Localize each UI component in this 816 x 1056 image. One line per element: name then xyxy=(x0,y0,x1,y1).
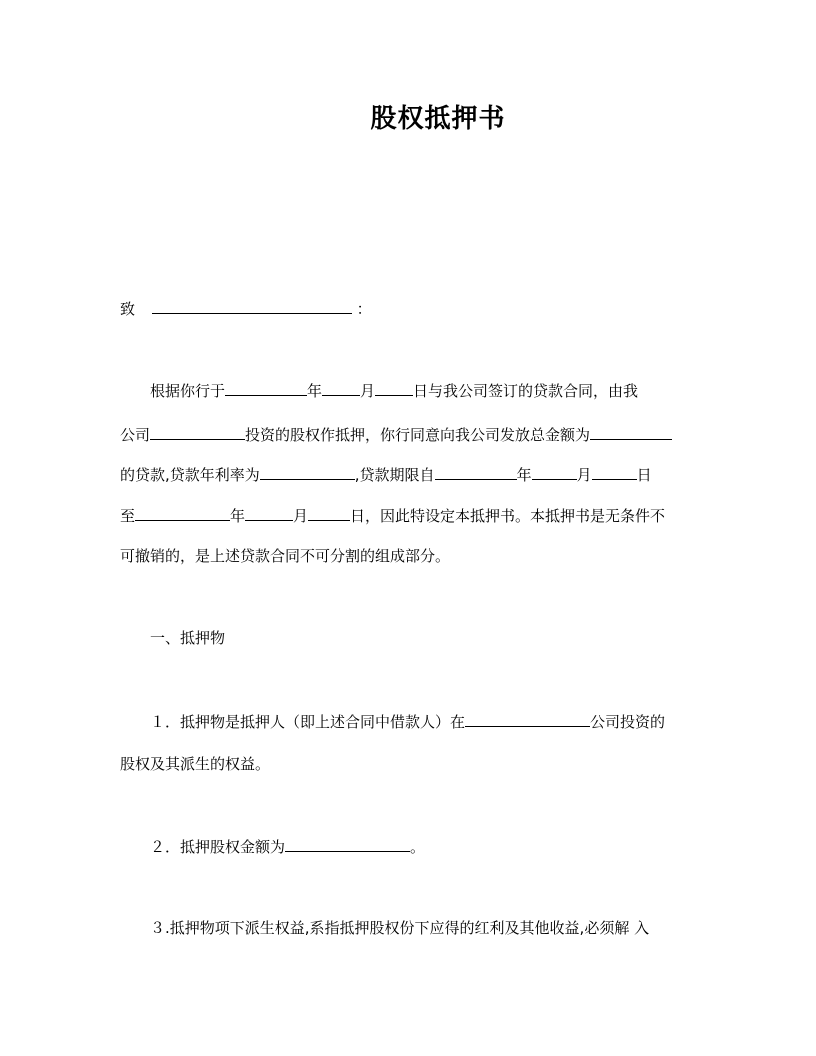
end-day-blank[interactable] xyxy=(308,505,350,521)
intro-text: 可撤销的，是上述贷款合同不可分割的组成部分。 xyxy=(120,547,451,565)
start-month-blank[interactable] xyxy=(532,464,577,480)
intro-text: 的贷款,贷款年利率为 xyxy=(120,466,260,484)
company-name-blank[interactable] xyxy=(150,424,245,440)
item-2-line xyxy=(120,836,730,857)
document-title: 股权抵押书 xyxy=(370,104,506,134)
item-text: 股权及其派生的权益。 xyxy=(120,755,271,773)
intro-text: 至 xyxy=(120,507,136,525)
item-number: ２． xyxy=(150,838,181,856)
intro-text: 根据你行于 xyxy=(150,382,226,400)
intro-text: 月 xyxy=(360,382,376,400)
item-number: １． xyxy=(150,713,181,731)
intro-text: 日，因此特设定本抵押书。本抵押书是无条件不 xyxy=(350,507,666,525)
section-heading xyxy=(120,628,730,648)
addressee-suffix: ： xyxy=(356,300,372,318)
item-3-line xyxy=(120,918,730,938)
start-year-blank[interactable] xyxy=(435,464,517,480)
addressee-prefix: 致 xyxy=(120,300,136,318)
intro-text: 月 xyxy=(576,466,592,484)
pledged-equity-amount-blank[interactable] xyxy=(285,836,410,852)
item-number: ３. xyxy=(150,919,170,937)
intro-line-2 xyxy=(120,424,700,445)
addressee-blank[interactable] xyxy=(152,298,352,314)
end-year-blank[interactable] xyxy=(135,505,230,521)
start-day-blank[interactable] xyxy=(592,464,637,480)
item-text: 。 xyxy=(410,838,426,856)
intro-line-4 xyxy=(120,505,700,526)
item-text: 抵押物是抵押人（即上述合同中借款人）在 xyxy=(180,713,466,731)
contract-month-blank[interactable] xyxy=(322,380,360,396)
item-text: 抵押股权金额为 xyxy=(180,838,286,856)
intro-line-5 xyxy=(120,546,700,566)
intro-line-1 xyxy=(120,380,700,401)
section-heading-text: 一、抵押物 xyxy=(150,629,226,647)
intro-text: 投资的股权作抵押，你行同意向我公司发放总金额为 xyxy=(245,426,591,444)
item-1-line-1 xyxy=(120,711,730,732)
intro-text: 年 xyxy=(307,382,323,400)
item-text: 抵押物项下派生权益,系指抵押股权份下应得的红利及其他收益,必须解 入 xyxy=(169,919,650,937)
contract-day-blank[interactable] xyxy=(375,380,413,396)
addressee-line xyxy=(120,298,700,319)
intro-text: 月 xyxy=(293,507,309,525)
intro-text: 年 xyxy=(516,466,532,484)
invested-company-blank[interactable] xyxy=(465,711,590,727)
intro-text: ,贷款期限自 xyxy=(354,466,435,484)
interest-rate-blank[interactable] xyxy=(260,464,355,480)
item-text: 公司投资的 xyxy=(590,713,666,731)
intro-text: 日与我公司签订的贷款合同，由我 xyxy=(413,382,639,400)
intro-line-3 xyxy=(120,464,700,485)
end-month-blank[interactable] xyxy=(245,505,293,521)
intro-text: 公司 xyxy=(120,426,151,444)
intro-text: 年 xyxy=(230,507,246,525)
intro-text: 日 xyxy=(636,466,652,484)
loan-amount-blank[interactable] xyxy=(590,424,672,440)
item-1-line-2 xyxy=(120,754,700,774)
contract-year-blank[interactable] xyxy=(225,380,307,396)
